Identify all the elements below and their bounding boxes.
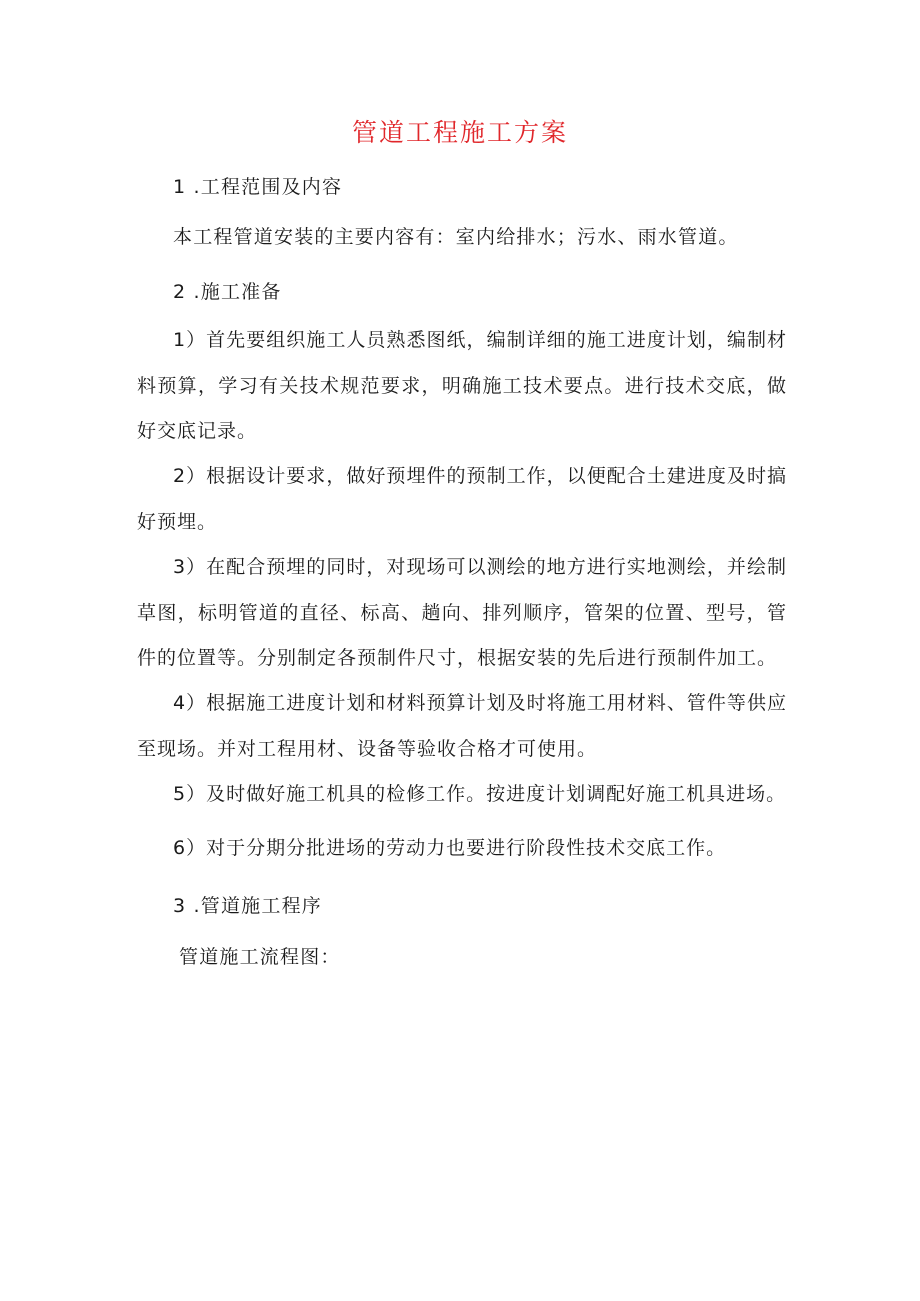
prep-item-4: 4）根据施工进度计划和材料预算计划及时将施工用材料、管件等供应至现场。并对工程用材、设备等验收合格才可使用。	[137, 692, 787, 760]
section-3-heading: 3 .管道施工程序	[173, 895, 322, 917]
document-title: 管道工程施工方案	[351, 118, 568, 147]
section-2-heading: 2 .施工准备	[173, 281, 282, 303]
prep-item-6: 6）对于分期分批进场的劳动力也要进行阶段性技术交底工作。	[173, 837, 727, 859]
section-1-body: 本工程管道安装的主要内容有：室内给排水；污水、雨水管道。	[173, 226, 739, 248]
prep-item-3: 3）在配合预埋的同时，对现场可以测绘的地方进行实地测绘，并绘制草图，标明管道的直径、标高、趟向、排列顺序，管架的位置、型号，管件的位置等。分别制定各预制件尺寸，根据安装的先后进行预制件加工。	[137, 556, 787, 669]
prep-item-5: 5）及时做好施工机具的检修工作。按进度计划调配好施工机具进场。	[173, 783, 787, 805]
section-3-body: 管道施工流程图：	[179, 946, 341, 968]
prep-item-2: 2）根据设计要求，做好预埋件的预制工作，以便配合土建进度及时搞好预埋。	[137, 465, 787, 533]
prep-item-1: 1）首先要组织施工人员熟悉图纸，编制详细的施工进度计划，编制材料预算，学习有关技术规范要求，明确施工技术要点。进行技术交底，做好交底记录。	[137, 329, 787, 442]
section-1-heading: 1 .工程范围及内容	[173, 176, 343, 198]
